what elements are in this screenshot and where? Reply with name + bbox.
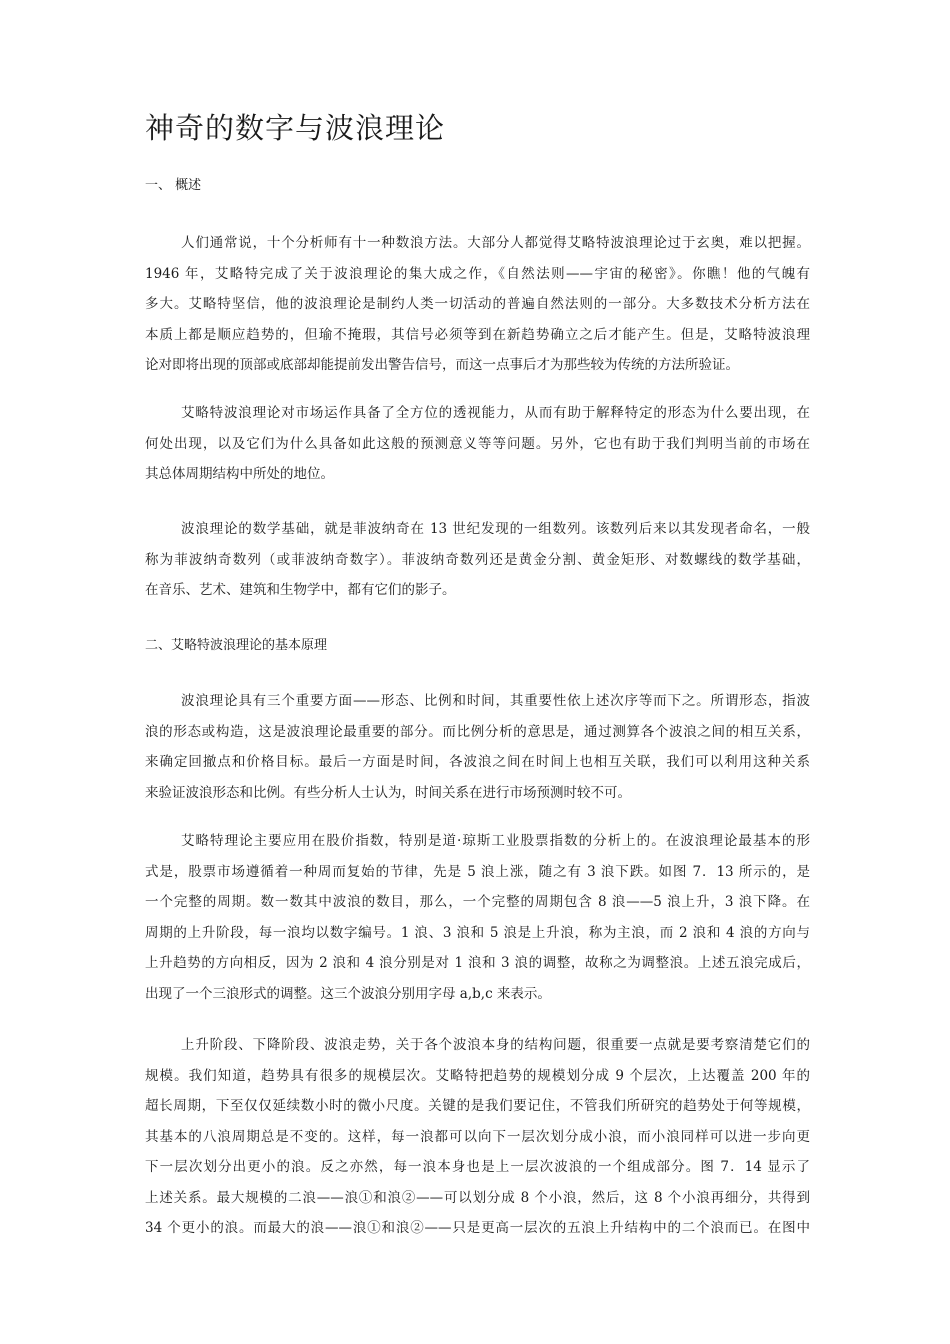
paragraph-line: 论对即将出现的顶部或底部却能提前发出警告信号，而这一点事后才为那些较为传统的方法所验证。 — [145, 357, 739, 373]
paragraph-5 — [145, 826, 810, 1009]
paragraph-line: 称为菲波纳奇数列（或菲波纳奇数字）。菲波纳奇数列还是黄金分割、黄金矩形、对数螺线的数学基础， — [145, 551, 810, 568]
paragraph-line: 规模。我们知道，趋势具有很多的规模层次。艾略特把趋势的规模划分成 9 个层次，上达覆盖 200 年的 — [145, 1067, 810, 1084]
paragraph-line: 超长周期，下至仅仅延续数小时的微小尺度。关键的是我们要记住，不管我们所研究的趋势处于何等规模， — [145, 1098, 810, 1114]
paragraph-1 — [145, 228, 810, 381]
paragraph-3 — [145, 514, 810, 606]
paragraph-6 — [145, 1030, 810, 1244]
paragraph-4 — [145, 686, 810, 808]
paragraph-line: 来确定回撤点和价格目标。最后一方面是时间，各波浪之间在时间上也相互关联，我们可以利用这种关系 — [145, 754, 810, 770]
paragraph-line: 何处出现，以及它们为什么具备如此这般的预测意义等等问题。另外，它也有助于我们判明当前的市场在 — [145, 435, 810, 452]
paragraph-line: 上述关系。最大规模的二浪——浪①和浪②——可以划分成 8 个小浪，然后，这 8 个小浪再细分，共得到 — [145, 1189, 810, 1206]
paragraph-line: 波浪理论具有三个重要方面——形态、比例和时间，其重要性依上述次序等而下之。所谓形态，指波 — [181, 693, 810, 709]
paragraph-line: 其基本的八浪周期总是不变的。这样，每一浪都可以向下一层次划分成小浪，而小浪同样可以进一步向更 — [145, 1128, 810, 1145]
paragraph-line: 其总体周期结构中所处的地位。 — [145, 466, 334, 482]
paragraph-line: 本质上都是顺应趋势的，但瑜不掩瑕，其信号必须等到在新趋势确立之后才能产生。但是，艾略特波浪理 — [145, 326, 810, 343]
paragraph-line: 艾略特理论主要应用在股价指数，特别是道·琼斯工业股票指数的分析上的。在波浪理论最基本的形 — [181, 833, 810, 849]
paragraph-line: 1946 年，艾略特完成了关于波浪理论的集大成之作，《自然法则——宇宙的秘密》。你瞧！他的气魄有 — [145, 265, 810, 282]
paragraph-line: 一个完整的周期。数一数其中波浪的数目，那么，一个完整的周期包含 8 浪——5 浪上升，3 浪下降。在 — [145, 894, 810, 910]
section-heading-principles: 二、艾略特波浪理论的基本原理 — [145, 638, 328, 653]
paragraph-line: 下一层次划分出更小的浪。反之亦然，每一浪本身也是上一层次波浪的一个组成部分。图 7．14 显示了 — [145, 1159, 810, 1175]
paragraph-line: 波浪理论的数学基础，就是菲波纳奇在 13 世纪发现的一组数列。该数列后来以其发现者命名，一般 — [181, 521, 810, 537]
paragraph-line: 34 个更小的浪。而最大的浪——浪①和浪②——只是更高一层次的五浪上升结构中的二个浪而已。在图中 — [145, 1220, 810, 1236]
paragraph-line: 周期的上升阶段，每一浪均以数字编号。1 浪、3 浪和 5 浪是上升浪，称为主浪，而 2 浪和 4 浪的方向与 — [145, 924, 810, 941]
paragraph-line: 上升趋势的方向相反，因为 2 浪和 4 浪分别是对 1 浪和 3 浪的调整，故称之为调整浪。上述五浪完成后， — [145, 955, 810, 971]
paragraph-line: 人们通常说，十个分析师有十一种数浪方法。大部分人都觉得艾略特波浪理论过于玄奥，难以把握。 — [181, 235, 810, 251]
paragraph-line: 式是，股票市场遵循着一种周而复始的节律，先是 5 浪上涨，随之有 3 浪下跌。如图 7．13 所示的，是 — [145, 863, 810, 880]
paragraph-line: 来验证波浪形态和比例。有些分析人士认为，时间关系在进行市场预测时较不可。 — [145, 784, 631, 801]
paragraph-line: 出现了一个三浪形式的调整。这三个波浪分别用字母 a,b,c 来表示。 — [145, 985, 551, 1002]
paragraph-2 — [145, 398, 810, 490]
paragraph-line: 浪的形态或构造，这是波浪理论最重要的部分。而比例分析的意思是，通过测算各个波浪之间的相互关系， — [145, 723, 810, 740]
paragraph-line: 多大。艾略特坚信，他的波浪理论是制约人类一切活动的普遍自然法则的一部分。大多数技术分析方法在 — [145, 296, 810, 312]
document-title: 神奇的数字与波浪理论 — [145, 111, 446, 145]
paragraph-line: 在音乐、艺术、建筑和生物学中，都有它们的影子。 — [145, 582, 456, 598]
paragraph-line: 上升阶段、下降阶段、波浪走势，关于各个波浪本身的结构问题，很重要一点就是要考察清楚它们的 — [181, 1037, 810, 1053]
paragraph-line: 艾略特波浪理论对市场运作具备了全方位的透视能力，从而有助于解释特定的形态为什么要出现，在 — [181, 405, 810, 421]
section-heading-overview: 一、 概述 — [145, 178, 202, 193]
